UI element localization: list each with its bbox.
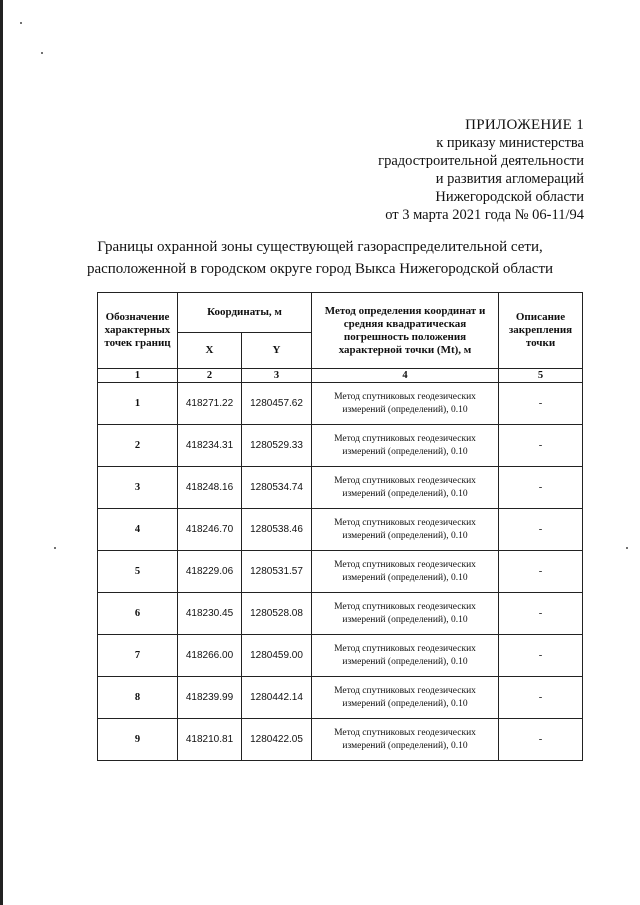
method-cell: Метод спутниковых геодезических измерений (определений), 0.10 xyxy=(312,677,499,719)
method-cell: Метод спутниковых геодезических измерений (определений), 0.10 xyxy=(312,509,499,551)
coord-x: 418230.45 xyxy=(178,593,242,635)
method-cell: Метод спутниковых геодезических измерений (определений), 0.10 xyxy=(312,383,499,425)
coord-y: 1280422.05 xyxy=(242,719,312,761)
scan-speck xyxy=(20,22,22,24)
coord-y: 1280538.46 xyxy=(242,509,312,551)
appendix-line: к приказу министерства xyxy=(436,135,584,151)
table-row xyxy=(98,635,583,677)
column-number-row xyxy=(98,369,583,383)
table-row xyxy=(98,593,583,635)
method-cell: Метод спутниковых геодезических измерений (определений), 0.10 xyxy=(312,593,499,635)
coord-x: 418266.00 xyxy=(178,635,242,677)
title-line-1: Границы охранной зоны существующей газораспределительной сети, xyxy=(97,239,543,255)
table-row xyxy=(98,509,583,551)
table-row xyxy=(98,425,583,467)
title-line-2: расположенной в городском округе город Выкса Нижегородской области xyxy=(86,261,554,277)
scan-speck xyxy=(626,547,628,549)
point-id: 7 xyxy=(98,635,178,677)
header-x: X xyxy=(178,333,242,369)
header-coordinates: Координаты, м xyxy=(178,293,312,333)
coord-y: 1280529.33 xyxy=(242,425,312,467)
point-id: 1 xyxy=(98,383,178,425)
point-id: 9 xyxy=(98,719,178,761)
coord-x: 418210.81 xyxy=(178,719,242,761)
coord-y: 1280528.08 xyxy=(242,593,312,635)
coord-y: 1280531.57 xyxy=(242,551,312,593)
point-id: 8 xyxy=(98,677,178,719)
appendix-date-line: от 3 марта 2021 года № 06-11/94 xyxy=(385,207,584,223)
method-cell: Метод спутниковых геодезических измерений (определений), 0.10 xyxy=(312,467,499,509)
column-number: 1 xyxy=(98,369,178,383)
coord-y: 1280534.74 xyxy=(242,467,312,509)
fixing-cell: - xyxy=(499,467,583,509)
fixing-cell: - xyxy=(499,383,583,425)
appendix-line: градостроительной деятельности xyxy=(378,153,584,169)
coord-y: 1280457.62 xyxy=(242,383,312,425)
table-row xyxy=(98,383,583,425)
column-number: 5 xyxy=(499,369,583,383)
coord-x: 418248.16 xyxy=(178,467,242,509)
document-title xyxy=(60,236,580,280)
table-row xyxy=(98,719,583,761)
table-row xyxy=(98,551,583,593)
appendix-line: Нижегородской области xyxy=(435,189,584,205)
coord-x: 418246.70 xyxy=(178,509,242,551)
boundary-points-table xyxy=(97,292,583,761)
method-cell: Метод спутниковых геодезических измерений (определений), 0.10 xyxy=(312,719,499,761)
fixing-cell: - xyxy=(499,677,583,719)
fixing-cell: - xyxy=(499,719,583,761)
point-id: 5 xyxy=(98,551,178,593)
fixing-cell: - xyxy=(499,593,583,635)
coord-y: 1280442.14 xyxy=(242,677,312,719)
coord-x: 418229.06 xyxy=(178,551,242,593)
header-method: Метод определения координат и средняя квадратическая погрешность положения характерной точки (Mt), м xyxy=(312,293,499,369)
column-number: 3 xyxy=(242,369,312,383)
method-cell: Метод спутниковых геодезических измерений (определений), 0.10 xyxy=(312,425,499,467)
scan-left-edge xyxy=(0,0,3,905)
fixing-cell: - xyxy=(499,551,583,593)
appendix-heading: ПРИЛОЖЕНИЕ 1 xyxy=(465,117,584,133)
scan-speck xyxy=(41,52,43,54)
appendix-block xyxy=(378,116,584,224)
header-point: Обозначение характерных точек границ xyxy=(98,293,178,369)
point-id: 2 xyxy=(98,425,178,467)
method-cell: Метод спутниковых геодезических измерений (определений), 0.10 xyxy=(312,635,499,677)
coord-y: 1280459.00 xyxy=(242,635,312,677)
coord-x: 418234.31 xyxy=(178,425,242,467)
header-y: Y xyxy=(242,333,312,369)
appendix-line: и развития агломераций xyxy=(435,171,584,187)
coord-x: 418271.22 xyxy=(178,383,242,425)
point-id: 6 xyxy=(98,593,178,635)
table-row xyxy=(98,467,583,509)
column-number: 4 xyxy=(312,369,499,383)
coord-x: 418239.99 xyxy=(178,677,242,719)
fixing-cell: - xyxy=(499,509,583,551)
point-id: 3 xyxy=(98,467,178,509)
fixing-cell: - xyxy=(499,425,583,467)
fixing-cell: - xyxy=(499,635,583,677)
scan-speck xyxy=(54,547,56,549)
method-cell: Метод спутниковых геодезических измерений (определений), 0.10 xyxy=(312,551,499,593)
point-id: 4 xyxy=(98,509,178,551)
header-fixing: Описание закрепления точки xyxy=(499,293,583,369)
table-row xyxy=(98,677,583,719)
column-number: 2 xyxy=(178,369,242,383)
